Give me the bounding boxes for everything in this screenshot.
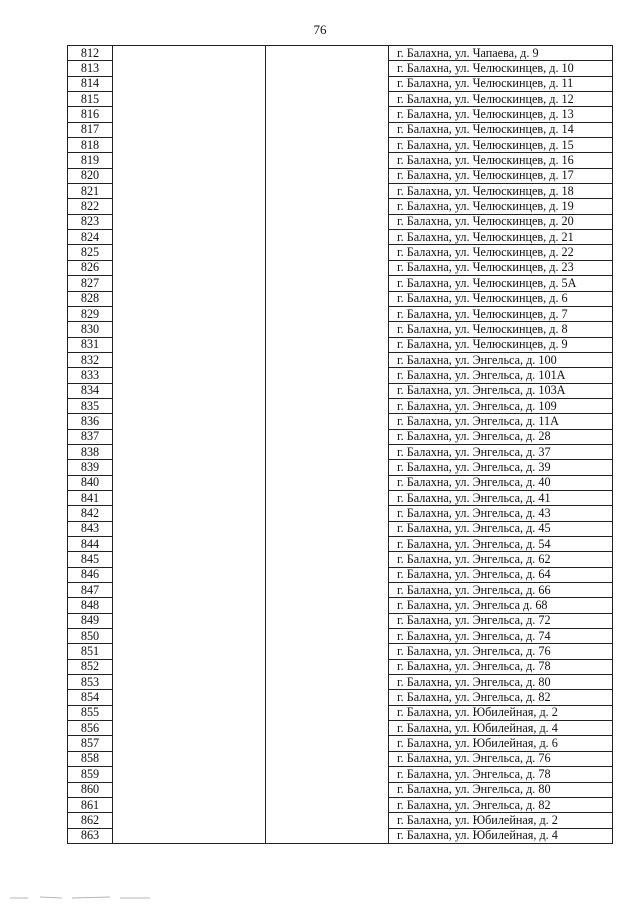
empty-cell [113, 76, 266, 91]
empty-cell [266, 322, 389, 337]
empty-cell [113, 92, 266, 107]
empty-cell [113, 567, 266, 582]
row-number-cell: 825 [68, 245, 113, 260]
table-row [68, 368, 613, 383]
table-row [68, 552, 613, 567]
empty-cell [113, 736, 266, 751]
empty-cell [266, 675, 389, 690]
empty-cell [266, 506, 389, 521]
address-cell: г. Балахна, ул. Энгельса, д. 40 [389, 475, 613, 490]
row-number-cell: 832 [68, 352, 113, 367]
empty-cell [113, 521, 266, 536]
address-cell: г. Балахна, ул. Челюскинцев, д. 14 [389, 122, 613, 137]
table-row [68, 245, 613, 260]
row-number-cell: 833 [68, 368, 113, 383]
empty-cell [113, 705, 266, 720]
empty-cell [113, 444, 266, 459]
table-row [68, 736, 613, 751]
empty-cell [113, 260, 266, 275]
empty-cell [113, 61, 266, 76]
page-number: 76 [313, 22, 327, 37]
row-number-cell: 829 [68, 306, 113, 321]
address-cell: г. Балахна, ул. Челюскинцев, д. 20 [389, 214, 613, 229]
address-cell: г. Балахна, ул. Энгельса, д. 45 [389, 521, 613, 536]
row-number-cell: 827 [68, 276, 113, 291]
empty-cell [266, 368, 389, 383]
table-row [68, 107, 613, 122]
address-cell: г. Балахна, ул. Юбилейная, д. 2 [389, 813, 613, 828]
address-cell: г. Балахна, ул. Энгельса, д. 43 [389, 506, 613, 521]
address-cell: г. Балахна, ул. Челюскинцев, д. 18 [389, 184, 613, 199]
row-number-cell: 845 [68, 552, 113, 567]
address-cell: г. Балахна, ул. Энгельса, д. 54 [389, 537, 613, 552]
address-cell: г. Балахна, ул. Энгельса, д. 80 [389, 675, 613, 690]
address-cell: г. Балахна, ул. Челюскинцев, д. 11 [389, 76, 613, 91]
empty-cell [113, 828, 266, 843]
address-cell: г. Балахна, ул. Челюскинцев, д. 17 [389, 168, 613, 183]
table-row [68, 337, 613, 352]
row-number-cell: 826 [68, 260, 113, 275]
empty-cell [266, 490, 389, 505]
empty-cell [266, 475, 389, 490]
table-row [68, 61, 613, 76]
row-number-cell: 839 [68, 460, 113, 475]
empty-cell [113, 429, 266, 444]
empty-cell [113, 659, 266, 674]
table-row [68, 214, 613, 229]
empty-cell [113, 291, 266, 306]
empty-cell [113, 675, 266, 690]
table-row [68, 705, 613, 720]
table-row [68, 383, 613, 398]
empty-cell [266, 782, 389, 797]
row-number-cell: 836 [68, 414, 113, 429]
table-row [68, 767, 613, 782]
empty-cell [266, 460, 389, 475]
empty-cell [266, 199, 389, 214]
table-row [68, 92, 613, 107]
scan-artifacts [0, 890, 640, 902]
row-number-cell: 855 [68, 705, 113, 720]
empty-cell [113, 552, 266, 567]
address-cell: г. Балахна, ул. Энгельса д. 68 [389, 598, 613, 613]
table-row [68, 567, 613, 582]
empty-cell [266, 107, 389, 122]
empty-cell [113, 368, 266, 383]
table-row [68, 583, 613, 598]
row-number-cell: 848 [68, 598, 113, 613]
empty-cell [113, 613, 266, 628]
empty-cell [266, 352, 389, 367]
table-row [68, 490, 613, 505]
table-row [68, 138, 613, 153]
table-row [68, 168, 613, 183]
row-number-cell: 820 [68, 168, 113, 183]
empty-cell [113, 460, 266, 475]
row-number-cell: 860 [68, 782, 113, 797]
empty-cell [266, 230, 389, 245]
empty-cell [266, 245, 389, 260]
table-body [68, 46, 613, 844]
empty-cell [266, 276, 389, 291]
table-row [68, 46, 613, 61]
row-number-cell: 817 [68, 122, 113, 137]
row-number-cell: 846 [68, 567, 113, 582]
empty-cell [113, 398, 266, 413]
row-number-cell: 815 [68, 92, 113, 107]
address-cell: г. Балахна, ул. Челюскинцев, д. 13 [389, 107, 613, 122]
table-row [68, 690, 613, 705]
row-number-cell: 818 [68, 138, 113, 153]
empty-cell [266, 797, 389, 812]
empty-cell [266, 659, 389, 674]
empty-cell [113, 721, 266, 736]
table-row [68, 506, 613, 521]
empty-cell [266, 61, 389, 76]
table-row [68, 751, 613, 766]
table-row [68, 460, 613, 475]
empty-cell [266, 828, 389, 843]
empty-cell [113, 797, 266, 812]
row-number-cell: 838 [68, 444, 113, 459]
table-row [68, 230, 613, 245]
address-cell: г. Балахна, ул. Юбилейная, д. 4 [389, 828, 613, 843]
address-cell: г. Балахна, ул. Энгельса, д. 101А [389, 368, 613, 383]
empty-cell [113, 537, 266, 552]
empty-cell [113, 751, 266, 766]
empty-cell [113, 107, 266, 122]
empty-cell [113, 352, 266, 367]
table-row [68, 322, 613, 337]
address-cell: г. Балахна, ул. Энгельса, д. 28 [389, 429, 613, 444]
row-number-cell: 824 [68, 230, 113, 245]
table-row [68, 537, 613, 552]
empty-cell [266, 214, 389, 229]
empty-cell [113, 782, 266, 797]
empty-cell [113, 490, 266, 505]
address-cell: г. Балахна, ул. Юбилейная, д. 6 [389, 736, 613, 751]
empty-cell [113, 690, 266, 705]
empty-cell [113, 122, 266, 137]
address-cell: г. Балахна, ул. Энгельса, д. 82 [389, 690, 613, 705]
empty-cell [266, 521, 389, 536]
empty-cell [266, 153, 389, 168]
empty-cell [266, 751, 389, 766]
table-row [68, 444, 613, 459]
table-row [68, 276, 613, 291]
table-row [68, 199, 613, 214]
empty-cell [266, 567, 389, 582]
empty-cell [266, 629, 389, 644]
empty-cell [266, 613, 389, 628]
empty-cell [266, 444, 389, 459]
address-cell: г. Балахна, ул. Чапаева, д. 9 [389, 46, 613, 61]
table-row [68, 122, 613, 137]
row-number-cell: 823 [68, 214, 113, 229]
row-number-cell: 851 [68, 644, 113, 659]
empty-cell [113, 138, 266, 153]
empty-cell [266, 260, 389, 275]
table-row [68, 813, 613, 828]
address-cell: г. Балахна, ул. Челюскинцев, д. 5А [389, 276, 613, 291]
empty-cell [266, 122, 389, 137]
empty-cell [113, 583, 266, 598]
table-row [68, 352, 613, 367]
row-number-cell: 840 [68, 475, 113, 490]
row-number-cell: 821 [68, 184, 113, 199]
empty-cell [113, 767, 266, 782]
row-number-cell: 835 [68, 398, 113, 413]
address-cell: г. Балахна, ул. Энгельса, д. 39 [389, 460, 613, 475]
row-number-cell: 856 [68, 721, 113, 736]
empty-cell [266, 690, 389, 705]
row-number-cell: 850 [68, 629, 113, 644]
address-cell: г. Балахна, ул. Энгельса, д. 103А [389, 383, 613, 398]
empty-cell [113, 214, 266, 229]
address-cell: г. Балахна, ул. Энгельса, д. 78 [389, 659, 613, 674]
address-cell: г. Балахна, ул. Юбилейная, д. 2 [389, 705, 613, 720]
empty-cell [266, 813, 389, 828]
empty-cell [266, 721, 389, 736]
table-row [68, 675, 613, 690]
empty-cell [266, 598, 389, 613]
address-cell: г. Балахна, ул. Энгельса, д. 64 [389, 567, 613, 582]
row-number-cell: 843 [68, 521, 113, 536]
table-row [68, 184, 613, 199]
empty-cell [113, 813, 266, 828]
address-cell: г. Балахна, ул. Энгельса, д. 62 [389, 552, 613, 567]
empty-cell [113, 598, 266, 613]
address-cell: г. Балахна, ул. Энгельса, д. 109 [389, 398, 613, 413]
empty-cell [113, 46, 266, 61]
empty-cell [266, 168, 389, 183]
address-cell: г. Балахна, ул. Энгельса, д. 66 [389, 583, 613, 598]
row-number-cell: 813 [68, 61, 113, 76]
row-number-cell: 828 [68, 291, 113, 306]
address-cell: г. Балахна, ул. Энгельса, д. 76 [389, 644, 613, 659]
table-row [68, 414, 613, 429]
empty-cell [266, 184, 389, 199]
table-row [68, 475, 613, 490]
row-number-cell: 816 [68, 107, 113, 122]
address-cell: г. Балахна, ул. Челюскинцев, д. 12 [389, 92, 613, 107]
row-number-cell: 847 [68, 583, 113, 598]
address-cell: г. Балахна, ул. Челюскинцев, д. 10 [389, 61, 613, 76]
table-row [68, 260, 613, 275]
row-number-cell: 849 [68, 613, 113, 628]
address-cell: г. Балахна, ул. Челюскинцев, д. 7 [389, 306, 613, 321]
empty-cell [113, 383, 266, 398]
row-number-cell: 863 [68, 828, 113, 843]
empty-cell [113, 629, 266, 644]
table-row [68, 76, 613, 91]
row-number-cell: 830 [68, 322, 113, 337]
address-cell: г. Балахна, ул. Энгельса, д. 74 [389, 629, 613, 644]
address-cell: г. Балахна, ул. Энгельса, д. 11А [389, 414, 613, 429]
address-cell: г. Балахна, ул. Челюскинцев, д. 6 [389, 291, 613, 306]
empty-cell [113, 322, 266, 337]
row-number-cell: 812 [68, 46, 113, 61]
table-row [68, 644, 613, 659]
row-number-cell: 858 [68, 751, 113, 766]
empty-cell [113, 506, 266, 521]
table-row [68, 291, 613, 306]
empty-cell [113, 168, 266, 183]
empty-cell [266, 291, 389, 306]
address-cell: г. Балахна, ул. Энгельса, д. 78 [389, 767, 613, 782]
empty-cell [113, 644, 266, 659]
empty-cell [113, 306, 266, 321]
address-cell: г. Балахна, ул. Энгельса, д. 82 [389, 797, 613, 812]
address-cell: г. Балахна, ул. Челюскинцев, д. 9 [389, 337, 613, 352]
empty-cell [266, 306, 389, 321]
empty-cell [113, 414, 266, 429]
row-number-cell: 834 [68, 383, 113, 398]
row-number-cell: 814 [68, 76, 113, 91]
table-row [68, 629, 613, 644]
address-table [67, 45, 613, 844]
table-row [68, 659, 613, 674]
row-number-cell: 842 [68, 506, 113, 521]
row-number-cell: 852 [68, 659, 113, 674]
table-row [68, 153, 613, 168]
row-number-cell: 837 [68, 429, 113, 444]
row-number-cell: 853 [68, 675, 113, 690]
empty-cell [113, 184, 266, 199]
table-row [68, 613, 613, 628]
row-number-cell: 831 [68, 337, 113, 352]
table-row [68, 598, 613, 613]
address-cell: г. Балахна, ул. Челюскинцев, д. 8 [389, 322, 613, 337]
address-cell: г. Балахна, ул. Энгельса, д. 100 [389, 352, 613, 367]
table-row [68, 828, 613, 843]
empty-cell [266, 92, 389, 107]
empty-cell [266, 537, 389, 552]
table-row [68, 521, 613, 536]
empty-cell [266, 552, 389, 567]
empty-cell [266, 398, 389, 413]
empty-cell [113, 153, 266, 168]
table-row [68, 429, 613, 444]
address-cell: г. Балахна, ул. Энгельса, д. 37 [389, 444, 613, 459]
empty-cell [266, 414, 389, 429]
row-number-cell: 861 [68, 797, 113, 812]
empty-cell [113, 230, 266, 245]
empty-cell [113, 337, 266, 352]
empty-cell [266, 583, 389, 598]
address-cell: г. Балахна, ул. Челюскинцев, д. 19 [389, 199, 613, 214]
empty-cell [266, 644, 389, 659]
table-row [68, 797, 613, 812]
empty-cell [266, 705, 389, 720]
empty-cell [266, 383, 389, 398]
address-cell: г. Балахна, ул. Юбилейная, д. 4 [389, 721, 613, 736]
row-number-cell: 862 [68, 813, 113, 828]
row-number-cell: 844 [68, 537, 113, 552]
empty-cell [266, 138, 389, 153]
address-cell: г. Балахна, ул. Челюскинцев, д. 21 [389, 230, 613, 245]
address-cell: г. Балахна, ул. Челюскинцев, д. 16 [389, 153, 613, 168]
row-number-cell: 822 [68, 199, 113, 214]
empty-cell [113, 245, 266, 260]
empty-cell [113, 199, 266, 214]
address-cell: г. Балахна, ул. Челюскинцев, д. 23 [389, 260, 613, 275]
address-cell: г. Балахна, ул. Энгельса, д. 76 [389, 751, 613, 766]
table-row [68, 782, 613, 797]
empty-cell [266, 76, 389, 91]
empty-cell [266, 767, 389, 782]
empty-cell [113, 276, 266, 291]
row-number-cell: 854 [68, 690, 113, 705]
table-row [68, 721, 613, 736]
row-number-cell: 857 [68, 736, 113, 751]
address-cell: г. Балахна, ул. Челюскинцев, д. 15 [389, 138, 613, 153]
table-row [68, 398, 613, 413]
empty-cell [266, 429, 389, 444]
row-number-cell: 841 [68, 490, 113, 505]
address-cell: г. Балахна, ул. Энгельса, д. 41 [389, 490, 613, 505]
empty-cell [266, 736, 389, 751]
empty-cell [266, 337, 389, 352]
empty-cell [113, 475, 266, 490]
row-number-cell: 819 [68, 153, 113, 168]
table-row [68, 306, 613, 321]
address-cell: г. Балахна, ул. Челюскинцев, д. 22 [389, 245, 613, 260]
row-number-cell: 859 [68, 767, 113, 782]
address-cell: г. Балахна, ул. Энгельса, д. 72 [389, 613, 613, 628]
address-cell: г. Балахна, ул. Энгельса, д. 80 [389, 782, 613, 797]
empty-cell [266, 46, 389, 61]
